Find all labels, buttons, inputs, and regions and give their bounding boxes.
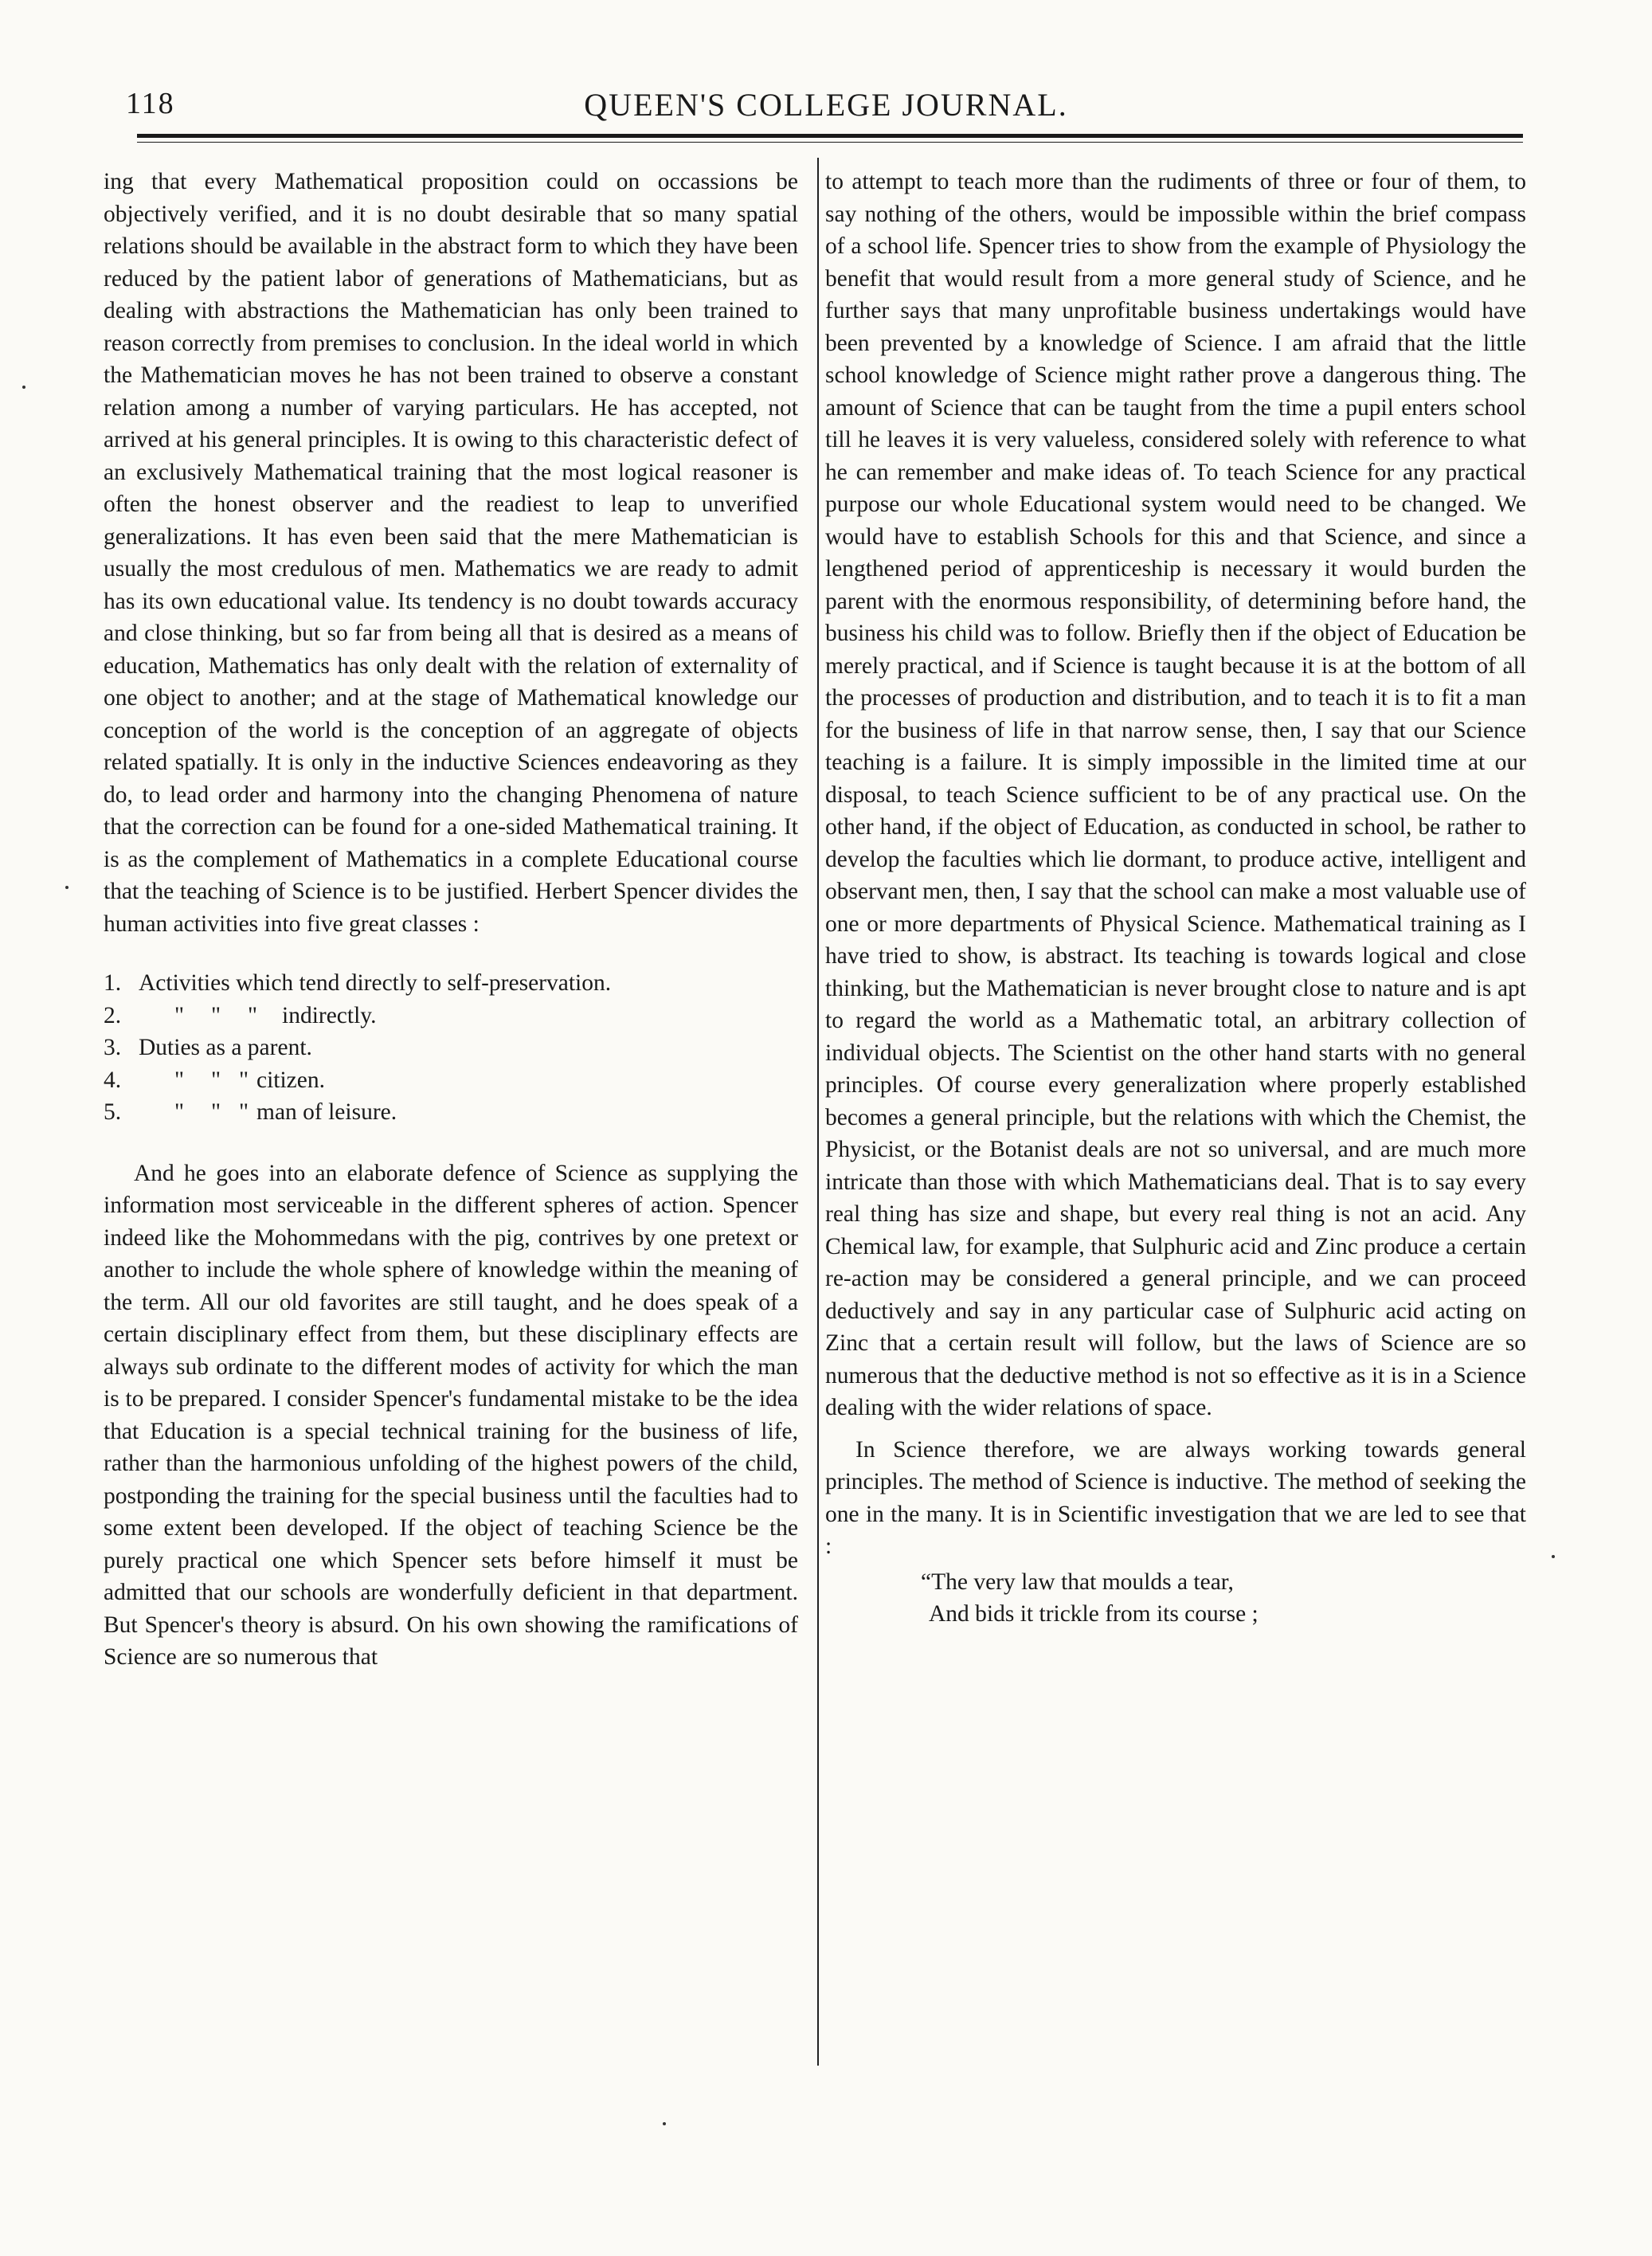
list-item-text: Activities which tend directly to self-preservation. [139,970,612,996]
ditto-mark: " [174,1067,185,1093]
ditto-mark: " [210,1002,221,1028]
ditto-mark: " [210,1099,221,1125]
list-item [104,1064,798,1097]
ink-speck [663,2122,666,2125]
list-item-text: man of leisure. [256,1099,397,1125]
header-rule-thin [137,142,1523,143]
right-column [825,166,1526,1631]
ditto-mark: " [247,1002,258,1028]
ink-speck [1552,1555,1555,1558]
verse-line: And bids it trickle from its course ; [929,1601,1259,1627]
header-rule-thick [137,134,1523,138]
list-item [104,1032,798,1064]
list-item [104,1000,798,1032]
column-divider [817,158,819,2066]
page-number: 118 [126,87,175,120]
right-paragraph-2: In Science therefore, we are always working towards general principles. The method of Science is inductive. The method of seeking the one in the many. It is in Scientific investigation that we are led to see that : [825,1436,1526,1559]
verse-quotation [825,1566,1526,1631]
list-item [104,967,798,1000]
list-item-number: 3. [104,1035,122,1060]
list-item-text: citizen. [256,1067,325,1093]
ditto-mark: " [174,1002,185,1028]
list-item-number: 1. [104,970,122,996]
left-paragraph-1: ing that every Mathematical proposition could on occassions be objectively verified, and it is no doubt desirable that so many spatial relations should be available in the abstract form to which they have been reduced by the patient labor of generations of Mathematicians, but as dealing with abstractions the Mathematician has only been trained to reason correctly from premises to conclusion. In the ideal world in which the Mathematician moves he has not been trained to observe a constant relation among a number of varying particulars. He has accepted, not arrived at his general principles. It is owing to this characteristic defect of an exclusively Mathematical training that the most logical reasoner is often the honest observer and the readiest to leap to unverified generalizations. It has even been said that the mere Mathematician is usually the most credulous of men. Mathematics we are ready to admit has its own educational value. Its tendency is no doubt towards accuracy and close thinking, but so far from being all that is desired as a means of education, Mathematics has only dealt with the relation of externality of one object to another; and at the stage of Mathematical knowledge our conception of the world is the conception of an aggregate of objects related spatially. It is only in the inductive Sciences endeavoring as they do, to lead order and harmony into the changing Phenomena of nature that the correction can be found for a one-sided Mathematical training. It is as the complement of Mathematics in a complete Educational course that the teaching of Science is to be justified. Herbert Spencer divides the human activities into five great classes : [104,169,798,937]
verse-line: “The very law that moulds a tear, [921,1569,1234,1595]
ditto-mark: " [210,1067,221,1093]
ink-speck [65,886,69,889]
right-paragraph-1: to attempt to teach more than the rudiments of three or four of them, to say nothing of the others, would be impossible within the brief compass of a school life. Spencer tries to show from the example of Physiology the benefit that would result from a more general study of Science, and he further says that many unprofitable business undertakings would have been prevented by a knowledge of Science. I am afraid that the little school knowledge of Science might rather prove a dangerous thing. The amount of Science that can be taught from the time a pupil enters school till he leaves it is very valueless, considered solely with reference to what he can remember and make ideas of. To teach Science for any practical purpose our whole Educational system would need to be changed. We would have to establish Schools for this and that Science, and since a lengthened period of apprenticeship is necessary it would burden the parent with the enormous responsibility, of determining before hand, the business his child was to follow. Briefly then if the object of Education be merely practical, and if Science is taught because it is at the bottom of all the processes of production and distribution, and to teach it is to fit a man for the business of life in that narrow sense, then, I say that our Science teaching is a failure. It is simply impossible in the limited time at our disposal, to teach Science sufficient to be of any practical use. On the other hand, if the object of Education, as conducted in school, be rather to develop the faculties which lie dormant, to produce active, intelligent and observant men, then, I say that the school can make a most valuable use of one or more departments of Physical Science. Mathematical training as I have tried to show, is abstract. Its teaching is towards logical and close thinking, but the Mathematician is never brought close to nature and is apt to regard the world as a Mathematic total, an arbitrary collection of individual objects. The Scientist on the other hand starts with no general principles. Of course every generalization where properly established becomes a general principle, but the relations with which the Chemist, the Physicist, or the Botanist deals are not so universal, and are much more intricate than those with which Mathematicians deal. That is to say every real thing has size and shape, but every real thing is not an acid. Any Chemical law, for example, that Sulphuric acid and Zinc produce a certain re-action may be considered a general principle, and we can proceed deductively and say in any particular case of Sulphuric acid acting on Zinc that a certain result will follow, but the laws of Science are so numerous that the deductive method is not so effective as it is in a Science dealing with the wider relations of space. [825,169,1526,1420]
ditto-mark: " [238,1099,249,1125]
left-column [104,166,798,1674]
left-paragraph-2: And he goes into an elaborate defence of Science as supplying the information most serviceable in the different spheres of action. Spencer indeed like the Mohommedans with the pig, contrives by one pretext or another to include the whole sphere of knowledge within the meaning of the term. All our old favorites are still taught, and he does speak of a certain disciplinary effect from them, but these disciplinary effects are always sub ordinate to the different modes of activity for which the man is to be prepared. I consider Spencer's fundamental mistake to be the idea that Education is a special technical training for the business of life, rather than the harmonious unfolding of the highest powers of the child, postponding the training for the special business until the faculties had to some extent been developed. If the object of teaching Science be the purely practical one which Spencer sets before himself it must be admitted that our schools are wonderfully deficient in that department. But Spencer's theory is absurd. On his own showing the ramifications of Science are so numerous that [104,1160,798,1670]
running-head-title: QUEEN'S COLLEGE JOURNAL. [584,87,1068,123]
ditto-mark: " [238,1067,249,1093]
ink-speck [22,386,25,389]
activities-list [104,967,798,1129]
list-item-number: 4. [104,1067,122,1093]
list-item-number: 5. [104,1099,122,1125]
list-item [104,1096,798,1129]
list-item-number: 2. [104,1002,122,1028]
list-item-text: Duties as a parent. [139,1035,312,1060]
list-item-text: indirectly. [282,1002,377,1028]
ditto-mark: " [174,1099,185,1125]
